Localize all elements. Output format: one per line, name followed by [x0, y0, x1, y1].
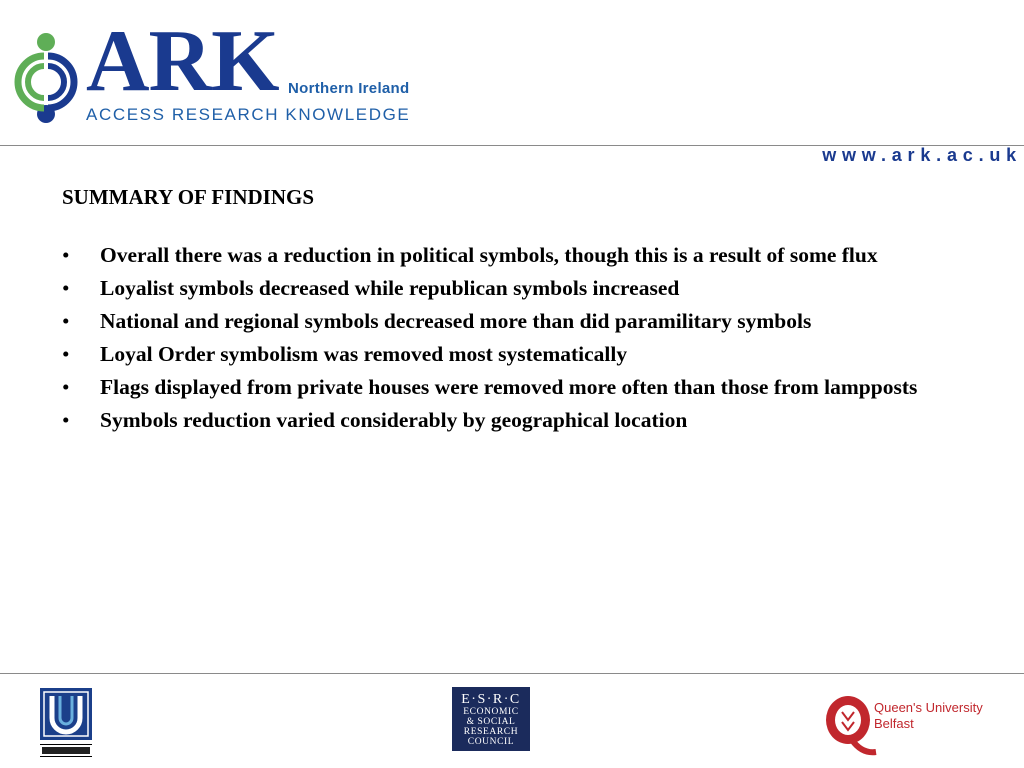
finding-text: Symbols reduction varied considerably by geographical location: [100, 408, 688, 432]
queens-q-crest-icon: [822, 690, 878, 760]
ark-logo-wordmark: ARK: [86, 13, 279, 110]
list-item: [62, 407, 982, 434]
bullet-icon: •: [62, 309, 70, 333]
finding-text: Flags displayed from private houses were removed more often than those from lampposts: [100, 375, 918, 399]
website-url: www.ark.ac.uk: [822, 145, 1022, 165]
list-item: [62, 275, 982, 302]
finding-text: Overall there was a reduction in political symbols, though this is a result of some flux: [100, 243, 878, 267]
bullet-icon: •: [62, 375, 70, 399]
ark-logo-tagline: ACCESS RESEARCH KNOWLEDGE: [86, 105, 411, 124]
slide-content: [62, 185, 982, 440]
esrc-logo: [452, 687, 530, 751]
bullet-icon: •: [62, 276, 70, 300]
esrc-logo-line: COUNCIL: [467, 736, 515, 747]
page-title: SUMMARY OF FINDINGS: [62, 185, 315, 209]
list-item: [62, 341, 982, 368]
esrc-logo-title: E·S·R·C: [461, 691, 521, 707]
queens-logo-name: Queen's University: [874, 700, 983, 715]
findings-list: [62, 242, 982, 434]
university-of-ulster-logo: [38, 686, 94, 758]
bullet-icon: •: [62, 342, 70, 366]
ark-logo-icon: [8, 28, 88, 124]
queens-university-logo: [822, 690, 997, 760]
header: [0, 0, 1024, 145]
ark-logo-region: Northern Ireland: [288, 80, 410, 97]
list-item: [62, 242, 982, 269]
list-item: [62, 308, 982, 335]
footer-divider: [0, 673, 1024, 674]
finding-text: National and regional symbols decreased more than did paramilitary symbols: [100, 309, 812, 333]
bullet-icon: •: [62, 408, 70, 432]
finding-text: Loyalist symbols decreased while republican symbols increased: [100, 276, 680, 300]
queens-logo-city: Belfast: [874, 716, 914, 731]
esrc-logo-line: ECONOMIC: [463, 706, 519, 717]
esrc-logo-line: RESEARCH: [463, 726, 519, 737]
bullet-icon: •: [62, 243, 70, 267]
list-item: [62, 374, 982, 401]
esrc-logo-line: & SOCIAL: [466, 716, 516, 727]
finding-text: Loyal Order symbolism was removed most systematically: [100, 342, 628, 366]
